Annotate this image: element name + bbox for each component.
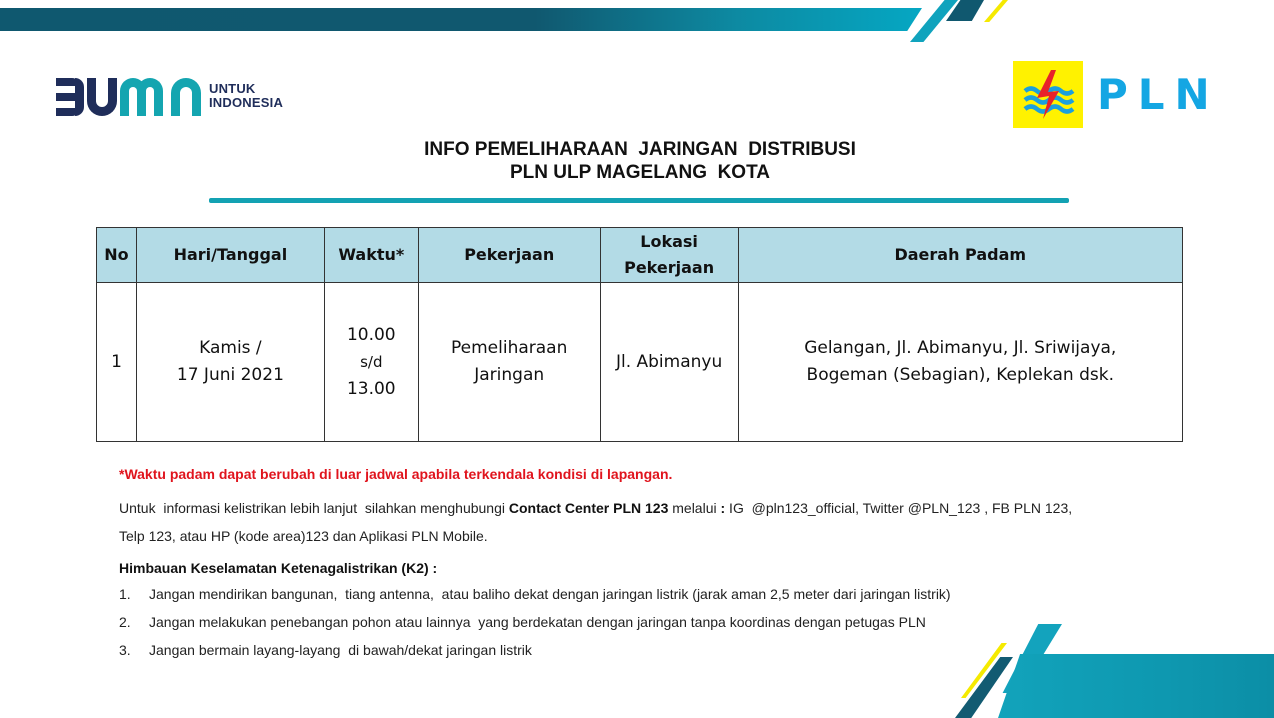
table-row	[97, 283, 1183, 442]
pln-logo	[1013, 61, 1220, 128]
bumn-logo-text	[209, 82, 283, 110]
cell-no: 1	[97, 283, 137, 442]
column-header-waktu: Waktu*	[324, 228, 418, 283]
bumn-logo-line1: UNTUK	[209, 81, 256, 96]
list-item	[119, 580, 1189, 608]
cell-waktu	[324, 283, 418, 442]
maintenance-schedule-table	[96, 227, 1183, 442]
cell-waktu-selesai: 13.00	[346, 378, 396, 399]
cell-waktu-sd: s/d	[360, 352, 383, 371]
cell-lokasi: Jl. Abimanyu	[600, 283, 738, 442]
column-header-daerah-padam: Daerah Padam	[738, 228, 1182, 283]
column-header-lokasi-pekerjaan	[600, 228, 738, 283]
column-header-no: No	[97, 228, 137, 283]
table-header-row	[97, 228, 1183, 283]
top-banner-slash-yellow	[984, 0, 1008, 22]
cell-waktu-mulai: 10.00	[346, 324, 396, 345]
list-item-text: Jangan bermain layang-layang di bawah/dekat jaringan listrik	[149, 642, 532, 658]
notes-section	[119, 465, 1189, 664]
cell-daerah-line2: Bogeman (Sebagian), Keplekan dsk.	[806, 365, 1115, 385]
cell-daerah-line1: Gelangan, Jl. Abimanyu, Jl. Sriwijaya,	[804, 338, 1117, 358]
column-header-pekerjaan: Pekerjaan	[418, 228, 600, 283]
list-item-number: 3.	[119, 642, 131, 658]
contact-info-colon: :	[720, 500, 726, 516]
page-title-line2: PLN ULP MAGELANG KOTA	[509, 162, 771, 183]
column-header-hari-tanggal: Hari/Tanggal	[136, 228, 324, 283]
contact-info-line2: Telp 123, atau HP (kode area)123 dan Aplikasi PLN Mobile.	[119, 528, 488, 544]
cell-pekerjaan	[418, 283, 600, 442]
page-title	[0, 138, 1274, 184]
top-banner-bar	[0, 8, 922, 31]
cell-hari-tanggal	[136, 283, 324, 442]
top-banner-slash-teal	[910, 0, 958, 42]
cell-hari: Kamis /	[199, 338, 262, 358]
title-divider	[209, 198, 1069, 203]
list-item-number: 1.	[119, 586, 131, 602]
schedule-change-warning: *Waktu padam dapat berubah di luar jadwal apabila terkendala kondisi di lapangan.	[119, 466, 673, 482]
contact-info	[119, 494, 1189, 550]
list-item-text: Jangan mendirikan bangunan, tiang antenna, atau baliho dekat dengan jaringan listrik (jarak aman 2,5 meter dari jaringan listrik)	[149, 586, 951, 602]
bumn-logo-mark-icon	[56, 76, 201, 116]
bumn-logo-line2: INDONESIA	[209, 95, 284, 110]
contact-center-label: Contact Center PLN 123	[508, 500, 669, 516]
cell-tanggal: 17 Juni 2021	[176, 365, 284, 385]
bottom-banner-bar	[998, 654, 1274, 718]
contact-info-channels: IG @pln123_official, Twitter @PLN_123 , FB PLN 123,	[725, 500, 1073, 516]
column-header-lokasi-line1: Lokasi	[640, 232, 698, 251]
list-item	[119, 608, 1189, 636]
pln-lightning-icon	[1013, 61, 1083, 128]
cell-pekerjaan-line2: Jaringan	[474, 365, 545, 385]
pln-logo-text: PLN	[1097, 70, 1220, 119]
cell-daerah-padam	[738, 283, 1182, 442]
page-title-line1: INFO PEMELIHARAAN JARINGAN DISTRIBUSI	[424, 139, 856, 160]
bumn-logo	[56, 75, 283, 117]
list-item-text: Jangan melakukan penebangan pohon atau lainnya yang berdekatan dengan jaringan tanpa koordinas dengan petugas PLN	[149, 614, 926, 630]
cell-pekerjaan-line1: Pemeliharaan	[451, 338, 568, 358]
column-header-lokasi-line2: Pekerjaan	[624, 258, 715, 277]
contact-info-via: melalui	[668, 500, 721, 516]
list-item-number: 2.	[119, 614, 131, 630]
contact-info-intro: Untuk informasi kelistrikan lebih lanjut silahkan menghubungi	[119, 500, 509, 516]
k2-safety-title: Himbauan Keselamatan Ketenagalistrikan (K2) :	[119, 560, 438, 576]
